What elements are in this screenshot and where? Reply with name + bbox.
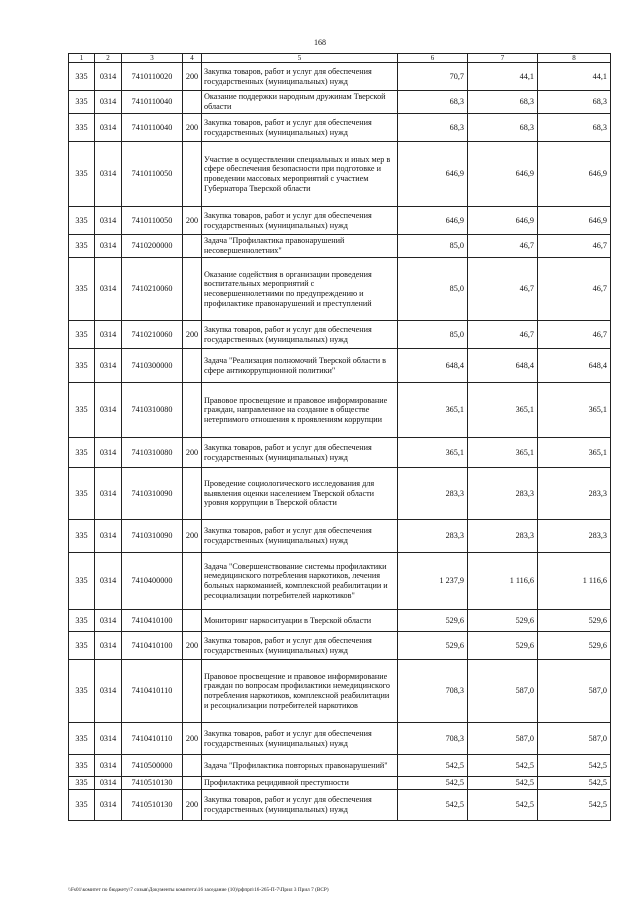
amount-cell: 542,5 xyxy=(538,777,611,790)
target-article-cell: 7410510130 xyxy=(122,777,183,790)
amount-cell: 542,5 xyxy=(398,777,468,790)
target-article-cell: 7410110020 xyxy=(122,63,183,91)
admin-code-cell: 335 xyxy=(69,207,95,235)
admin-code-cell: 335 xyxy=(69,632,95,660)
amount-cell: 46,7 xyxy=(538,258,611,321)
section-code-cell: 0314 xyxy=(95,468,122,520)
target-article-cell: 7410110040 xyxy=(122,91,183,114)
section-code-cell: 0314 xyxy=(95,142,122,207)
column-header: 5 xyxy=(202,54,398,63)
table-row xyxy=(69,258,611,321)
section-code-cell: 0314 xyxy=(95,789,122,820)
description-cell: Мониторинг наркоситуации в Тверской области xyxy=(202,610,398,632)
section-code-cell: 0314 xyxy=(95,660,122,723)
amount-cell: 44,1 xyxy=(468,63,538,91)
amount-cell: 46,7 xyxy=(468,258,538,321)
amount-cell: 283,3 xyxy=(398,468,468,520)
table-row xyxy=(69,91,611,114)
column-header: 7 xyxy=(468,54,538,63)
expense-type-cell: 200 xyxy=(183,789,202,820)
amount-cell: 646,9 xyxy=(538,207,611,235)
amount-cell: 542,5 xyxy=(398,755,468,777)
column-header: 8 xyxy=(538,54,611,63)
section-code-cell: 0314 xyxy=(95,235,122,258)
table-row xyxy=(69,610,611,632)
section-code-cell: 0314 xyxy=(95,383,122,438)
target-article-cell: 7410110050 xyxy=(122,207,183,235)
table-row xyxy=(69,383,611,438)
expense-type-cell xyxy=(183,553,202,610)
amount-cell: 648,4 xyxy=(398,349,468,383)
amount-cell: 646,9 xyxy=(398,207,468,235)
amount-cell: 46,7 xyxy=(538,321,611,349)
expense-type-cell xyxy=(183,610,202,632)
amount-cell: 529,6 xyxy=(398,610,468,632)
table-row xyxy=(69,235,611,258)
section-code-cell: 0314 xyxy=(95,520,122,553)
section-code-cell: 0314 xyxy=(95,553,122,610)
target-article-cell: 7410410100 xyxy=(122,632,183,660)
description-cell: Закупка товаров, работ и услуг для обеспечения государственных (муниципальных) нужд xyxy=(202,789,398,820)
description-cell: Закупка товаров, работ и услуг для обеспечения государственных (муниципальных) нужд xyxy=(202,632,398,660)
section-code-cell: 0314 xyxy=(95,632,122,660)
expense-type-cell: 200 xyxy=(183,114,202,142)
admin-code-cell: 335 xyxy=(69,660,95,723)
table-row xyxy=(69,755,611,777)
section-code-cell: 0314 xyxy=(95,349,122,383)
expense-type-cell xyxy=(183,755,202,777)
admin-code-cell: 335 xyxy=(69,349,95,383)
target-article-cell: 7410310080 xyxy=(122,438,183,468)
target-article-cell: 7410410110 xyxy=(122,660,183,723)
expense-type-cell: 200 xyxy=(183,321,202,349)
column-header: 6 xyxy=(398,54,468,63)
amount-cell: 542,5 xyxy=(468,789,538,820)
section-code-cell: 0314 xyxy=(95,63,122,91)
section-code-cell: 0314 xyxy=(95,438,122,468)
admin-code-cell: 335 xyxy=(69,383,95,438)
amount-cell: 529,6 xyxy=(538,632,611,660)
admin-code-cell: 335 xyxy=(69,468,95,520)
amount-cell: 529,6 xyxy=(538,610,611,632)
description-cell: Оказание содействия в организации проведения воспитательных мероприятий с несовершеннолетними по предупреждению и профилактике правонарушений и преступлений xyxy=(202,258,398,321)
description-cell: Закупка товаров, работ и услуг для обеспечения государственных (муниципальных) нужд xyxy=(202,321,398,349)
table-row xyxy=(69,114,611,142)
description-cell: Задача "Профилактика правонарушений несовершеннолетних" xyxy=(202,235,398,258)
admin-code-cell: 335 xyxy=(69,235,95,258)
admin-code-cell: 335 xyxy=(69,520,95,553)
section-code-cell: 0314 xyxy=(95,321,122,349)
admin-code-cell: 335 xyxy=(69,91,95,114)
target-article-cell: 7410110040 xyxy=(122,114,183,142)
description-cell: Закупка товаров, работ и услуг для обеспечения государственных (муниципальных) нужд xyxy=(202,207,398,235)
column-header: 3 xyxy=(122,54,183,63)
amount-cell: 365,1 xyxy=(538,438,611,468)
admin-code-cell: 335 xyxy=(69,321,95,349)
section-code-cell: 0314 xyxy=(95,207,122,235)
amount-cell: 68,3 xyxy=(468,114,538,142)
amount-cell: 648,4 xyxy=(538,349,611,383)
section-code-cell: 0314 xyxy=(95,258,122,321)
description-cell: Правовое просвещение и правовое информирование граждан, направленное на создание в обществе нетерпимого отношения к проявлениям коррупции xyxy=(202,383,398,438)
admin-code-cell: 335 xyxy=(69,63,95,91)
amount-cell: 646,9 xyxy=(398,142,468,207)
admin-code-cell: 335 xyxy=(69,789,95,820)
amount-cell: 283,3 xyxy=(398,520,468,553)
expense-type-cell xyxy=(183,235,202,258)
table-row xyxy=(69,63,611,91)
description-cell: Участие в осуществлении специальных и иных мер в сфере обеспечения безопасности при подготовке и проведении массовых мероприятий с участием Губернатора Тверской области xyxy=(202,142,398,207)
admin-code-cell: 335 xyxy=(69,438,95,468)
expense-type-cell xyxy=(183,660,202,723)
amount-cell: 542,5 xyxy=(468,755,538,777)
target-article-cell: 7410310090 xyxy=(122,468,183,520)
description-cell: Закупка товаров, работ и услуг для обеспечения государственных (муниципальных) нужд xyxy=(202,63,398,91)
amount-cell: 46,7 xyxy=(468,321,538,349)
amount-cell: 70,7 xyxy=(398,63,468,91)
expense-type-cell xyxy=(183,468,202,520)
amount-cell: 646,9 xyxy=(538,142,611,207)
amount-cell: 283,3 xyxy=(538,520,611,553)
amount-cell: 587,0 xyxy=(468,723,538,755)
table-row xyxy=(69,520,611,553)
target-article-cell: 7410400000 xyxy=(122,553,183,610)
expense-type-cell: 200 xyxy=(183,207,202,235)
target-article-cell: 7410410110 xyxy=(122,723,183,755)
target-article-cell: 7410300000 xyxy=(122,349,183,383)
section-code-cell: 0314 xyxy=(95,610,122,632)
target-article-cell: 7410310080 xyxy=(122,383,183,438)
amount-cell: 68,3 xyxy=(538,91,611,114)
description-cell: Задача "Реализация полномочий Тверской области в сфере антикоррупционной политики" xyxy=(202,349,398,383)
description-cell: Задача "Совершенствование системы профилактики немедицинского потребления наркотиков, лечения больных наркоманией, комплексной реабилитации и ресоциализации потребителей наркотиков" xyxy=(202,553,398,610)
amount-cell: 68,3 xyxy=(398,91,468,114)
target-article-cell: 7410410100 xyxy=(122,610,183,632)
expense-type-cell xyxy=(183,777,202,790)
amount-cell: 529,6 xyxy=(398,632,468,660)
amount-cell: 587,0 xyxy=(468,660,538,723)
section-code-cell: 0314 xyxy=(95,723,122,755)
expense-type-cell xyxy=(183,383,202,438)
table-row xyxy=(69,723,611,755)
amount-cell: 708,3 xyxy=(398,660,468,723)
amount-cell: 587,0 xyxy=(538,723,611,755)
admin-code-cell: 335 xyxy=(69,723,95,755)
amount-cell: 46,7 xyxy=(468,235,538,258)
target-article-cell: 7410310090 xyxy=(122,520,183,553)
table-row xyxy=(69,660,611,723)
description-cell: Закупка товаров, работ и услуг для обеспечения государственных (муниципальных) нужд xyxy=(202,114,398,142)
expense-type-cell: 200 xyxy=(183,632,202,660)
amount-cell: 529,6 xyxy=(468,610,538,632)
amount-cell: 648,4 xyxy=(468,349,538,383)
target-article-cell: 7410110050 xyxy=(122,142,183,207)
expense-type-cell: 200 xyxy=(183,438,202,468)
admin-code-cell: 335 xyxy=(69,142,95,207)
table-row xyxy=(69,438,611,468)
expense-type-cell xyxy=(183,349,202,383)
amount-cell: 44,1 xyxy=(538,63,611,91)
target-article-cell: 7410210060 xyxy=(122,321,183,349)
target-article-cell: 7410210060 xyxy=(122,258,183,321)
section-code-cell: 0314 xyxy=(95,755,122,777)
section-code-cell: 0314 xyxy=(95,777,122,790)
table-row xyxy=(69,468,611,520)
target-article-cell: 7410200000 xyxy=(122,235,183,258)
description-cell: Закупка товаров, работ и услуг для обеспечения государственных (муниципальных) нужд xyxy=(202,520,398,553)
admin-code-cell: 335 xyxy=(69,114,95,142)
expense-type-cell xyxy=(183,258,202,321)
footer-file-path: \\Fs01\комитет по бюджету\7 созыв\Документы комитета\16 заседание (10)\рфпрп\16-265-П-7\Прил 3 Прил 7 (ВСР) xyxy=(68,887,329,893)
amount-cell: 542,5 xyxy=(468,777,538,790)
table-row xyxy=(69,349,611,383)
table-row xyxy=(69,321,611,349)
amount-cell: 646,9 xyxy=(468,207,538,235)
admin-code-cell: 335 xyxy=(69,755,95,777)
amount-cell: 708,3 xyxy=(398,723,468,755)
expense-type-cell xyxy=(183,91,202,114)
table-row xyxy=(69,632,611,660)
target-article-cell: 7410500000 xyxy=(122,755,183,777)
column-header: 4 xyxy=(183,54,202,63)
amount-cell: 365,1 xyxy=(398,438,468,468)
amount-cell: 1 116,6 xyxy=(468,553,538,610)
page-number: 168 xyxy=(314,38,326,47)
expense-type-cell: 200 xyxy=(183,520,202,553)
description-cell: Закупка товаров, работ и услуг для обеспечения государственных (муниципальных) нужд xyxy=(202,438,398,468)
amount-cell: 365,1 xyxy=(538,383,611,438)
column-header: 1 xyxy=(69,54,95,63)
column-number-row xyxy=(69,54,611,63)
amount-cell: 1 237,9 xyxy=(398,553,468,610)
amount-cell: 542,5 xyxy=(398,789,468,820)
amount-cell: 68,3 xyxy=(538,114,611,142)
amount-cell: 542,5 xyxy=(538,789,611,820)
column-header: 2 xyxy=(95,54,122,63)
section-code-cell: 0314 xyxy=(95,91,122,114)
amount-cell: 365,1 xyxy=(398,383,468,438)
amount-cell: 283,3 xyxy=(468,520,538,553)
section-code-cell: 0314 xyxy=(95,114,122,142)
amount-cell: 1 116,6 xyxy=(538,553,611,610)
description-cell: Оказание поддержки народным дружинам Тверской области xyxy=(202,91,398,114)
expense-type-cell xyxy=(183,142,202,207)
amount-cell: 68,3 xyxy=(468,91,538,114)
expense-type-cell: 200 xyxy=(183,63,202,91)
description-cell: Правовое просвещение и правовое информирование граждан по вопросам профилактики немедицинского потребления наркотиков, комплексной реабилитации и ресоциализации потребителей наркотиков xyxy=(202,660,398,723)
admin-code-cell: 335 xyxy=(69,553,95,610)
description-cell: Профилактика рецидивной преступности xyxy=(202,777,398,790)
admin-code-cell: 335 xyxy=(69,610,95,632)
description-cell: Проведение социологического исследования для выявления оценки населением Тверской области уровня коррупции в Тверской области xyxy=(202,468,398,520)
amount-cell: 646,9 xyxy=(468,142,538,207)
amount-cell: 529,6 xyxy=(468,632,538,660)
table-row xyxy=(69,207,611,235)
amount-cell: 542,5 xyxy=(538,755,611,777)
table-row xyxy=(69,777,611,790)
amount-cell: 85,0 xyxy=(398,321,468,349)
admin-code-cell: 335 xyxy=(69,777,95,790)
description-cell: Закупка товаров, работ и услуг для обеспечения государственных (муниципальных) нужд xyxy=(202,723,398,755)
table-row xyxy=(69,553,611,610)
amount-cell: 85,0 xyxy=(398,258,468,321)
table-row xyxy=(69,789,611,820)
table-row xyxy=(69,142,611,207)
expense-type-cell: 200 xyxy=(183,723,202,755)
admin-code-cell: 335 xyxy=(69,258,95,321)
amount-cell: 46,7 xyxy=(538,235,611,258)
amount-cell: 587,0 xyxy=(538,660,611,723)
amount-cell: 365,1 xyxy=(468,383,538,438)
amount-cell: 283,3 xyxy=(468,468,538,520)
amount-cell: 283,3 xyxy=(538,468,611,520)
amount-cell: 68,3 xyxy=(398,114,468,142)
amount-cell: 365,1 xyxy=(468,438,538,468)
amount-cell: 85,0 xyxy=(398,235,468,258)
budget-table xyxy=(68,53,611,821)
description-cell: Задача "Профилактика повторных правонарушений" xyxy=(202,755,398,777)
target-article-cell: 7410510130 xyxy=(122,789,183,820)
